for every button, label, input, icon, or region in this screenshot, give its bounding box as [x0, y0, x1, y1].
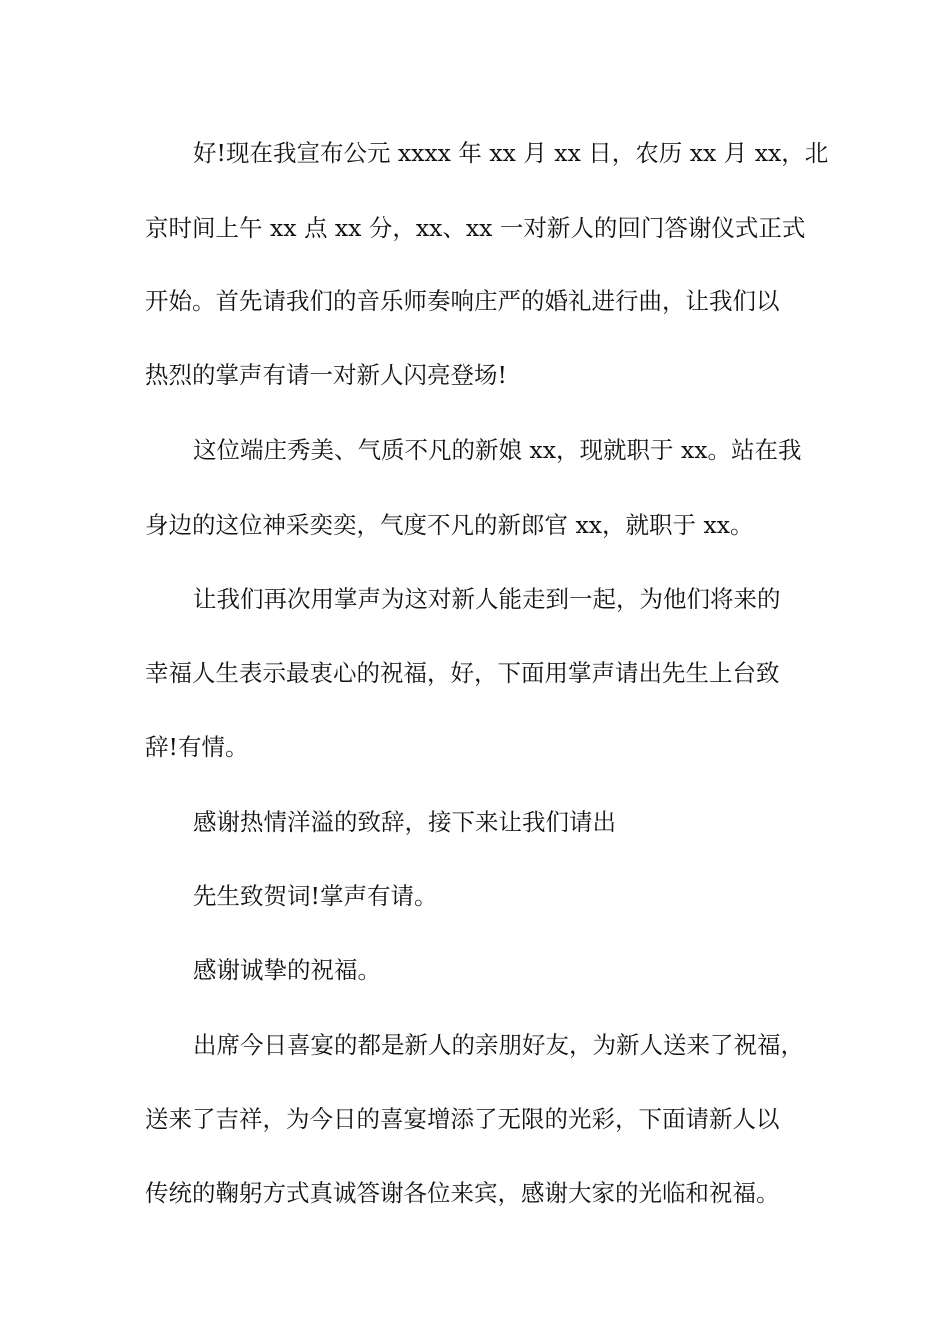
text-line: 京时间上午 xx 点 xx 分，xx、xx 一对新人的回门答谢仪式正式: [145, 214, 806, 242]
text-line: 送来了吉祥，为今日的喜宴增添了无限的光彩，下面请新人以: [145, 1105, 780, 1133]
text-line: 好!现在我宣布公元 xxxx 年 xx 月 xx 日，农历 xx 月 xx，北: [193, 139, 829, 167]
text-line: 身边的这位神采奕奕，气度不凡的新郎官 xx，就职于 xx。: [145, 511, 754, 539]
text-line: 传统的鞠躬方式真诚答谢各位来宾，感谢大家的光临和祝福。: [145, 1179, 780, 1207]
text-line: 开始。首先请我们的音乐师奏响庄严的婚礼进行曲，让我们以: [145, 287, 780, 315]
text-line: 辞!有情。: [145, 733, 249, 761]
text-line: 先生致贺词!掌声有请。: [193, 882, 438, 910]
text-line: 感谢热情洋溢的致辞，接下来让我们请出: [193, 808, 616, 836]
text-line: 让我们再次用掌声为这对新人能走到一起，为他们将来的: [193, 585, 781, 613]
text-line: 热烈的掌声有请一对新人闪亮登场!: [145, 361, 507, 389]
text-line: 出席今日喜宴的都是新人的亲朋好友，为新人送来了祝福，: [193, 1031, 804, 1059]
text-line: 幸福人生表示最衷心的祝福，好，下面用掌声请出先生上台致: [145, 659, 780, 687]
text-line: 感谢诚挚的祝福。: [193, 956, 381, 984]
text-line: 这位端庄秀美、气质不凡的新娘 xx，现就职于 xx。站在我: [193, 436, 802, 464]
